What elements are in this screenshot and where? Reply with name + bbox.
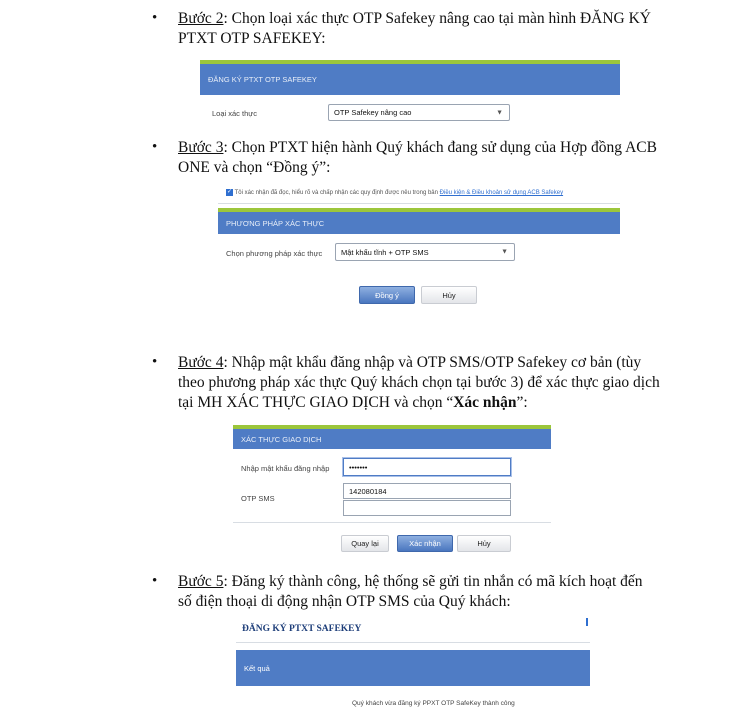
step-3 <box>152 138 660 178</box>
step-5-text: : Đăng ký thành công, hệ thống sẽ gửi tin nhắn có mã kích hoạt đến số điện thoại di động nhận OTP SMS của Quý khách: <box>178 573 643 610</box>
password-input[interactable] <box>343 458 511 476</box>
step-5-prefix: Bước 5 <box>178 573 224 590</box>
panel-header: Kết quả <box>236 650 590 686</box>
panel-header: ĐĂNG KÝ PTXT OTP SAFEKEY <box>200 60 620 95</box>
bullet-icon: • <box>152 573 158 589</box>
auth-method-select-value: Mật khẩu tĩnh + OTP SMS <box>341 247 429 257</box>
step-2 <box>152 9 660 49</box>
screenshot-verify-transaction <box>233 425 551 556</box>
step-3-prefix: Bước 3 <box>178 139 224 156</box>
auth-type-select-value: OTP Safekey nâng cao <box>334 108 412 117</box>
step-4-bold: Xác nhận <box>453 394 517 411</box>
divider <box>218 203 620 204</box>
step-4-text: : Nhập mật khẩu đăng nhập và OTP SMS/OTP Safekey cơ bản (tùy theo phương pháp xác thực Quý khách chọn tại bước 3) để xác thực giao dịch tại MH XÁC THỰC GIAO DỊCH và chọn “ <box>178 354 660 411</box>
agree-row <box>226 189 563 196</box>
step-3-text: : Chọn PTXT hiện hành Quý khách đang sử dụng của Hợp đồng ACB ONE và chọn “Đồng ý”: <box>178 139 657 176</box>
back-button[interactable]: Quay lại <box>341 535 389 552</box>
otp-value: 142080184 <box>349 486 387 496</box>
cancel-button[interactable]: Hủy <box>457 535 511 552</box>
step-4 <box>152 353 660 413</box>
step-4-prefix: Bước 4 <box>178 354 224 371</box>
chevron-down-icon: ▼ <box>501 248 508 256</box>
terms-link[interactable]: Điều kiện & Điều khoản sử dụng ACB Safekey <box>439 190 564 197</box>
otp-label: OTP SMS <box>241 494 275 503</box>
success-message: Quý khách vừa đăng ký PPXT OTP SafeKey thành công <box>352 700 515 707</box>
agree-button[interactable]: Đồng ý <box>359 286 415 304</box>
screenshot-register-otp <box>200 60 620 124</box>
checkbox-checked-icon[interactable]: ✓ <box>226 189 233 195</box>
otp-value-field[interactable] <box>343 483 511 499</box>
auth-method-label: Chọn phương pháp xác thực <box>226 249 323 258</box>
chevron-down-icon: ▼ <box>496 109 503 116</box>
bullet-icon: • <box>152 139 158 155</box>
confirm-button[interactable]: Xác nhận <box>397 535 453 552</box>
scroll-marker-icon <box>586 618 588 626</box>
auth-type-label: Loại xác thực <box>212 109 258 118</box>
panel-header: PHƯƠNG PHÁP XÁC THỰC <box>218 208 620 234</box>
bullet-icon: • <box>152 354 158 370</box>
auth-method-select[interactable] <box>335 243 515 261</box>
password-label: Nhập mật khẩu đăng nhập <box>241 464 330 473</box>
otp-input[interactable] <box>343 500 511 516</box>
divider <box>236 642 590 643</box>
screenshot-register-success <box>236 616 590 714</box>
step-2-text: : Chọn loại xác thực OTP Safekey nâng cao tại màn hình ĐĂNG KÝ PTXT OTP SAFEKEY: <box>178 10 651 47</box>
step-2-prefix: Bước 2 <box>178 10 224 27</box>
result-title: ĐĂNG KÝ PTXT SAFEKEY <box>242 624 362 634</box>
bullet-icon: • <box>152 10 158 26</box>
divider <box>233 522 551 523</box>
password-input-value: ••••••• <box>349 462 368 472</box>
panel-header: XÁC THỰC GIAO DỊCH <box>233 425 551 449</box>
step-5 <box>152 572 660 612</box>
step-4-text-end: ”: <box>516 394 528 411</box>
auth-type-select[interactable] <box>328 104 510 121</box>
agree-text: Tôi xác nhận đã đọc, hiểu rõ và chấp nhận các quy định được nêu trong bản <box>234 190 438 197</box>
screenshot-auth-method <box>218 186 620 308</box>
cancel-button[interactable]: Hủy <box>421 286 477 304</box>
